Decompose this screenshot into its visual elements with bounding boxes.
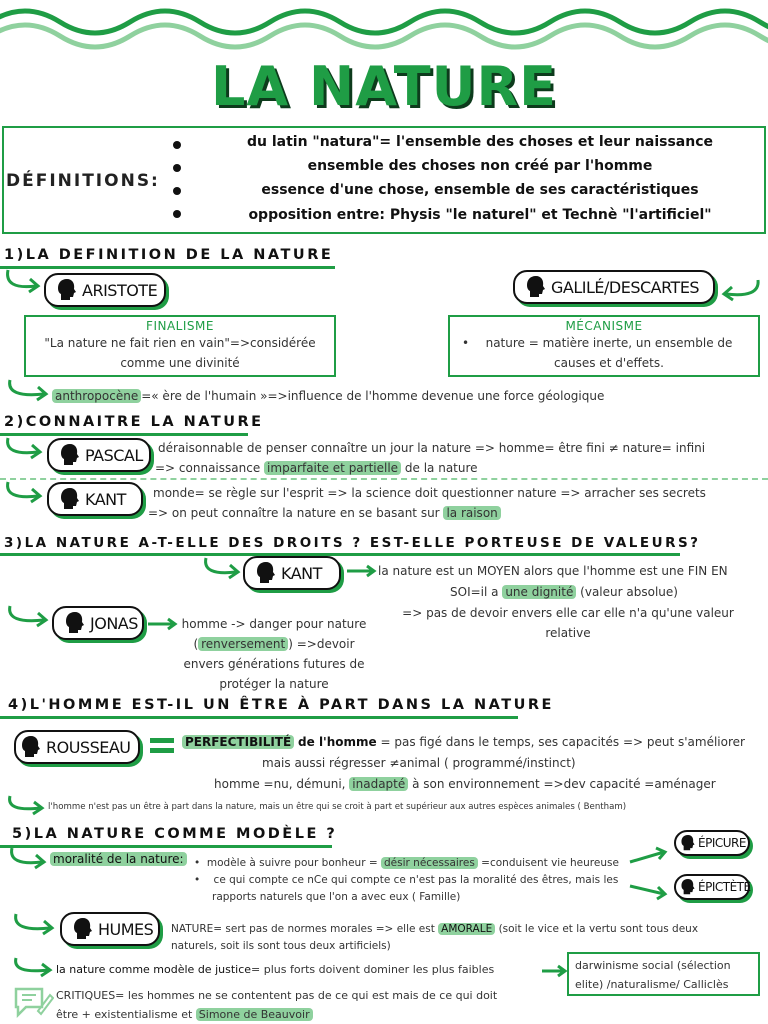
definition-item: essence d'une chose, ensemble de ses caractéristiques — [261, 182, 699, 198]
highlight: moralité de la nature: — [50, 852, 187, 866]
philosopher-kant — [243, 556, 341, 590]
head-silhouette-icon — [64, 611, 86, 635]
mecanisme-text — [450, 333, 758, 373]
straight-arrow-icon — [345, 564, 377, 578]
philosopher-name: GALILÉ/DESCARTES — [551, 277, 700, 297]
dashed-divider — [0, 478, 768, 480]
straight-arrow-icon — [628, 846, 670, 866]
highlight: renversement — [198, 637, 288, 651]
section-1-underline — [0, 266, 335, 269]
philosopher-pascal — [47, 438, 151, 472]
philosopher-rousseau — [14, 730, 140, 764]
highlight: désir nécessaires — [381, 857, 478, 869]
philosopher-name: ARISTOTE — [82, 280, 158, 300]
moralite-bullet-2: • ce qui compte ce nCe qui compte ce n'est pas la moralité des êtres, mais les rapports naturels que l'on a avec eux ( Famille) — [194, 874, 619, 903]
highlight: imparfaite et partielle — [264, 461, 401, 475]
finalisme-box — [24, 315, 336, 377]
head-silhouette-icon — [20, 735, 42, 759]
text: => on peut connaître la nature en se basant sur — [148, 506, 440, 520]
text: la nature comme modèle de justice — [56, 963, 252, 976]
text: (soit le vice et la vertu sont tous deux — [498, 923, 699, 935]
text: de la nature — [404, 461, 478, 475]
highlight: inadapté — [349, 777, 408, 791]
jonas-line-1: homme -> danger pour nature — [181, 617, 367, 631]
definitions-label: DÉFINITIONS: — [6, 171, 160, 191]
text: ( — [193, 637, 199, 651]
definition-item: opposition entre: Physis "le naturel" et Technè "l'artificiel" — [248, 207, 712, 223]
head-silhouette-icon — [680, 878, 696, 896]
head-silhouette-icon — [59, 487, 81, 511]
philosopher-name: HUMES — [98, 919, 154, 939]
highlight: anthropocène — [52, 389, 141, 403]
anthropocene-text: =« ère de l'humain »=>influence de l'homme devenue une force géologique — [141, 389, 605, 403]
equals-bar — [150, 748, 174, 753]
philosopher-name: ROUSSEAU — [46, 737, 131, 757]
head-silhouette-icon — [255, 561, 277, 585]
highlight: AMORALE — [438, 923, 495, 935]
philosopher-name: ÉPICURE — [698, 836, 746, 850]
finalisme-title: FINALISME — [146, 319, 214, 333]
head-silhouette-icon — [59, 443, 81, 467]
decorative-waves — [0, 0, 768, 50]
text: être + existentialisme et — [56, 1008, 193, 1021]
mecanisme-text-content: nature = matière inerte, un ensemble de causes et d'effets. — [485, 336, 733, 370]
bentham-note: l'homme n'est pas un être à part dans la nature, mais un être qui se croit à part et supérieur aux autres espèces animales ( Bentham) — [48, 802, 627, 812]
moralite-label — [50, 852, 187, 866]
definition-item: du latin "natura"= l'ensemble des choses et leur naissance — [246, 134, 714, 150]
curved-arrow-icon — [200, 556, 244, 582]
curved-arrow-icon — [2, 436, 46, 462]
section-4-underline — [0, 716, 518, 719]
jonas-text — [178, 614, 370, 694]
moralite-bullets — [194, 855, 634, 906]
mecanisme-title: MÉCANISME — [565, 319, 643, 333]
text: homme =nu, démuni, — [214, 777, 346, 791]
kant-values-line-3: => pas de devoir envers elle car elle n'a qu'une valeur relative — [402, 606, 734, 640]
head-silhouette-icon — [56, 278, 78, 302]
philosopher-jonas — [52, 606, 144, 640]
rousseau-line-1 — [182, 732, 745, 752]
text: = plus forts doivent dominer les plus faibles — [251, 963, 495, 976]
bullet-icon — [173, 141, 181, 149]
critiques-text — [56, 986, 497, 1024]
page-title: LA NATURE — [211, 55, 557, 118]
text: NATURE= sert pas de normes morales => elle est — [171, 923, 435, 935]
highlight: Simone de Beauvoir — [196, 1008, 313, 1021]
head-silhouette-icon — [680, 834, 696, 852]
text: => connaissance — [155, 461, 261, 475]
text: SOI=il a — [450, 585, 499, 599]
rousseau-line-2: mais aussi régresser ≠animal ( programmé/instinct) — [262, 756, 576, 770]
jonas-line-2 — [178, 634, 370, 654]
philosopher-name: JONAS — [90, 613, 138, 633]
jonas-line-3: envers générations futures de protéger la nature — [183, 657, 365, 691]
philosopher-epicure — [674, 830, 750, 856]
curved-arrow-icon — [718, 276, 762, 304]
curved-arrow-icon — [4, 604, 52, 630]
highlight: PERFECTIBILITÉ — [182, 735, 294, 749]
critiques-line-2 — [56, 1005, 497, 1024]
kant-values-line-2 — [450, 582, 678, 602]
equals-bar — [150, 738, 174, 743]
humes-line-2: naturels, soit ils sont tous deux artificiels) — [171, 940, 391, 952]
definition-item: ensemble des choses non créé par l'homme — [307, 158, 653, 174]
humes-text — [171, 921, 698, 955]
section-1-heading: 1)LA DEFINITION DE LA NATURE — [4, 247, 334, 263]
philosopher-name: ÉPICTÈTE — [698, 880, 751, 894]
critiques-line-1: CRITIQUES= les hommes ne se contentent pas de ce qui est mais de ce qui doit — [56, 989, 498, 1002]
philosopher-name: PASCAL — [85, 445, 143, 465]
straight-arrow-icon — [540, 964, 568, 978]
section-5-heading: 5)LA NATURE COMME MODÈLE ? — [12, 826, 338, 842]
curved-arrow-icon — [2, 268, 44, 296]
bullet-icon — [173, 210, 181, 218]
pascal-line-1: déraisonnable de penser connaître un jour la nature => homme= être fini ≠ nature= infini — [158, 441, 706, 455]
text: (valeur absolue) — [580, 585, 678, 599]
text: ) =>devoir — [288, 637, 355, 651]
rousseau-line-3 — [214, 774, 716, 794]
finalisme-text: "La nature ne fait rien en vain"=>considérée comme une divinité — [44, 336, 316, 370]
text: de l'homme — [298, 735, 377, 749]
curved-arrow-icon — [2, 480, 46, 506]
text: modèle à suivre pour bonheur = — [206, 857, 378, 869]
philosopher-name: KANT — [281, 563, 322, 583]
curved-arrow-icon — [4, 378, 52, 404]
head-silhouette-icon — [525, 275, 547, 299]
darwinisme-box: darwinisme social (sélection elite) /naturalisme/ Calliclès — [567, 952, 760, 996]
section-2-heading: 2)CONNAITRE LA NATURE — [4, 414, 264, 430]
bullet-icon — [173, 164, 181, 172]
highlight: la raison — [443, 506, 500, 520]
justice-line — [56, 963, 494, 976]
text: ce qui compte ce nCe qui compte ce n'est pas la moralité des êtres, mais les rapports naturels que l'on a avec eux ( Famille) — [212, 874, 619, 903]
text: =conduisent vie heureuse — [481, 857, 619, 869]
pascal-line-2 — [155, 458, 478, 478]
curved-arrow-icon — [10, 956, 56, 980]
straight-arrow-icon — [628, 882, 670, 902]
humes-line-1 — [171, 921, 698, 938]
philosopher-galile-descartes — [513, 270, 715, 304]
kant-line-1: monde= se règle sur l'esprit => la science doit questionner nature => arracher ses secrets — [153, 486, 706, 500]
section-4-heading: 4)L'HOMME EST-IL UN ÊTRE À PART DANS LA NATURE — [8, 697, 554, 713]
curved-arrow-icon — [6, 846, 50, 872]
philosopher-humes — [60, 912, 160, 946]
kant-line-2 — [148, 503, 501, 523]
straight-arrow-icon — [146, 617, 178, 631]
bullet-icon — [173, 187, 181, 195]
text: à son environnement =>dev capacité =aménager — [412, 777, 716, 791]
philosopher-kant — [47, 482, 143, 516]
mecanisme-box — [448, 315, 760, 377]
philosopher-name: KANT — [85, 489, 126, 509]
head-silhouette-icon — [72, 917, 94, 941]
speech-bubble-icon — [12, 985, 54, 1019]
curved-arrow-icon — [10, 912, 58, 938]
section-3-underline — [0, 553, 680, 556]
philosopher-epictete — [674, 874, 750, 900]
bullet-icon: • — [462, 336, 470, 350]
text: = pas figé dans le temps, ses capacités => peut s'améliorer — [380, 735, 745, 749]
section-3-heading: 3)LA NATURE A-T-ELLE DES DROITS ? EST-ELLE PORTEUSE DE VALEURS? — [4, 535, 701, 551]
highlight: une dignité — [502, 585, 576, 599]
moralite-bullet-1: • modèle à suivre pour bonheur = désir nécessaires =conduisent vie heureuse — [194, 857, 619, 869]
philosopher-aristote — [44, 273, 166, 307]
curved-arrow-icon — [4, 794, 48, 818]
anthropocene-line — [52, 386, 604, 406]
kant-values-line-1: la nature est un MOYEN alors que l'homme est une FIN EN — [378, 564, 728, 578]
